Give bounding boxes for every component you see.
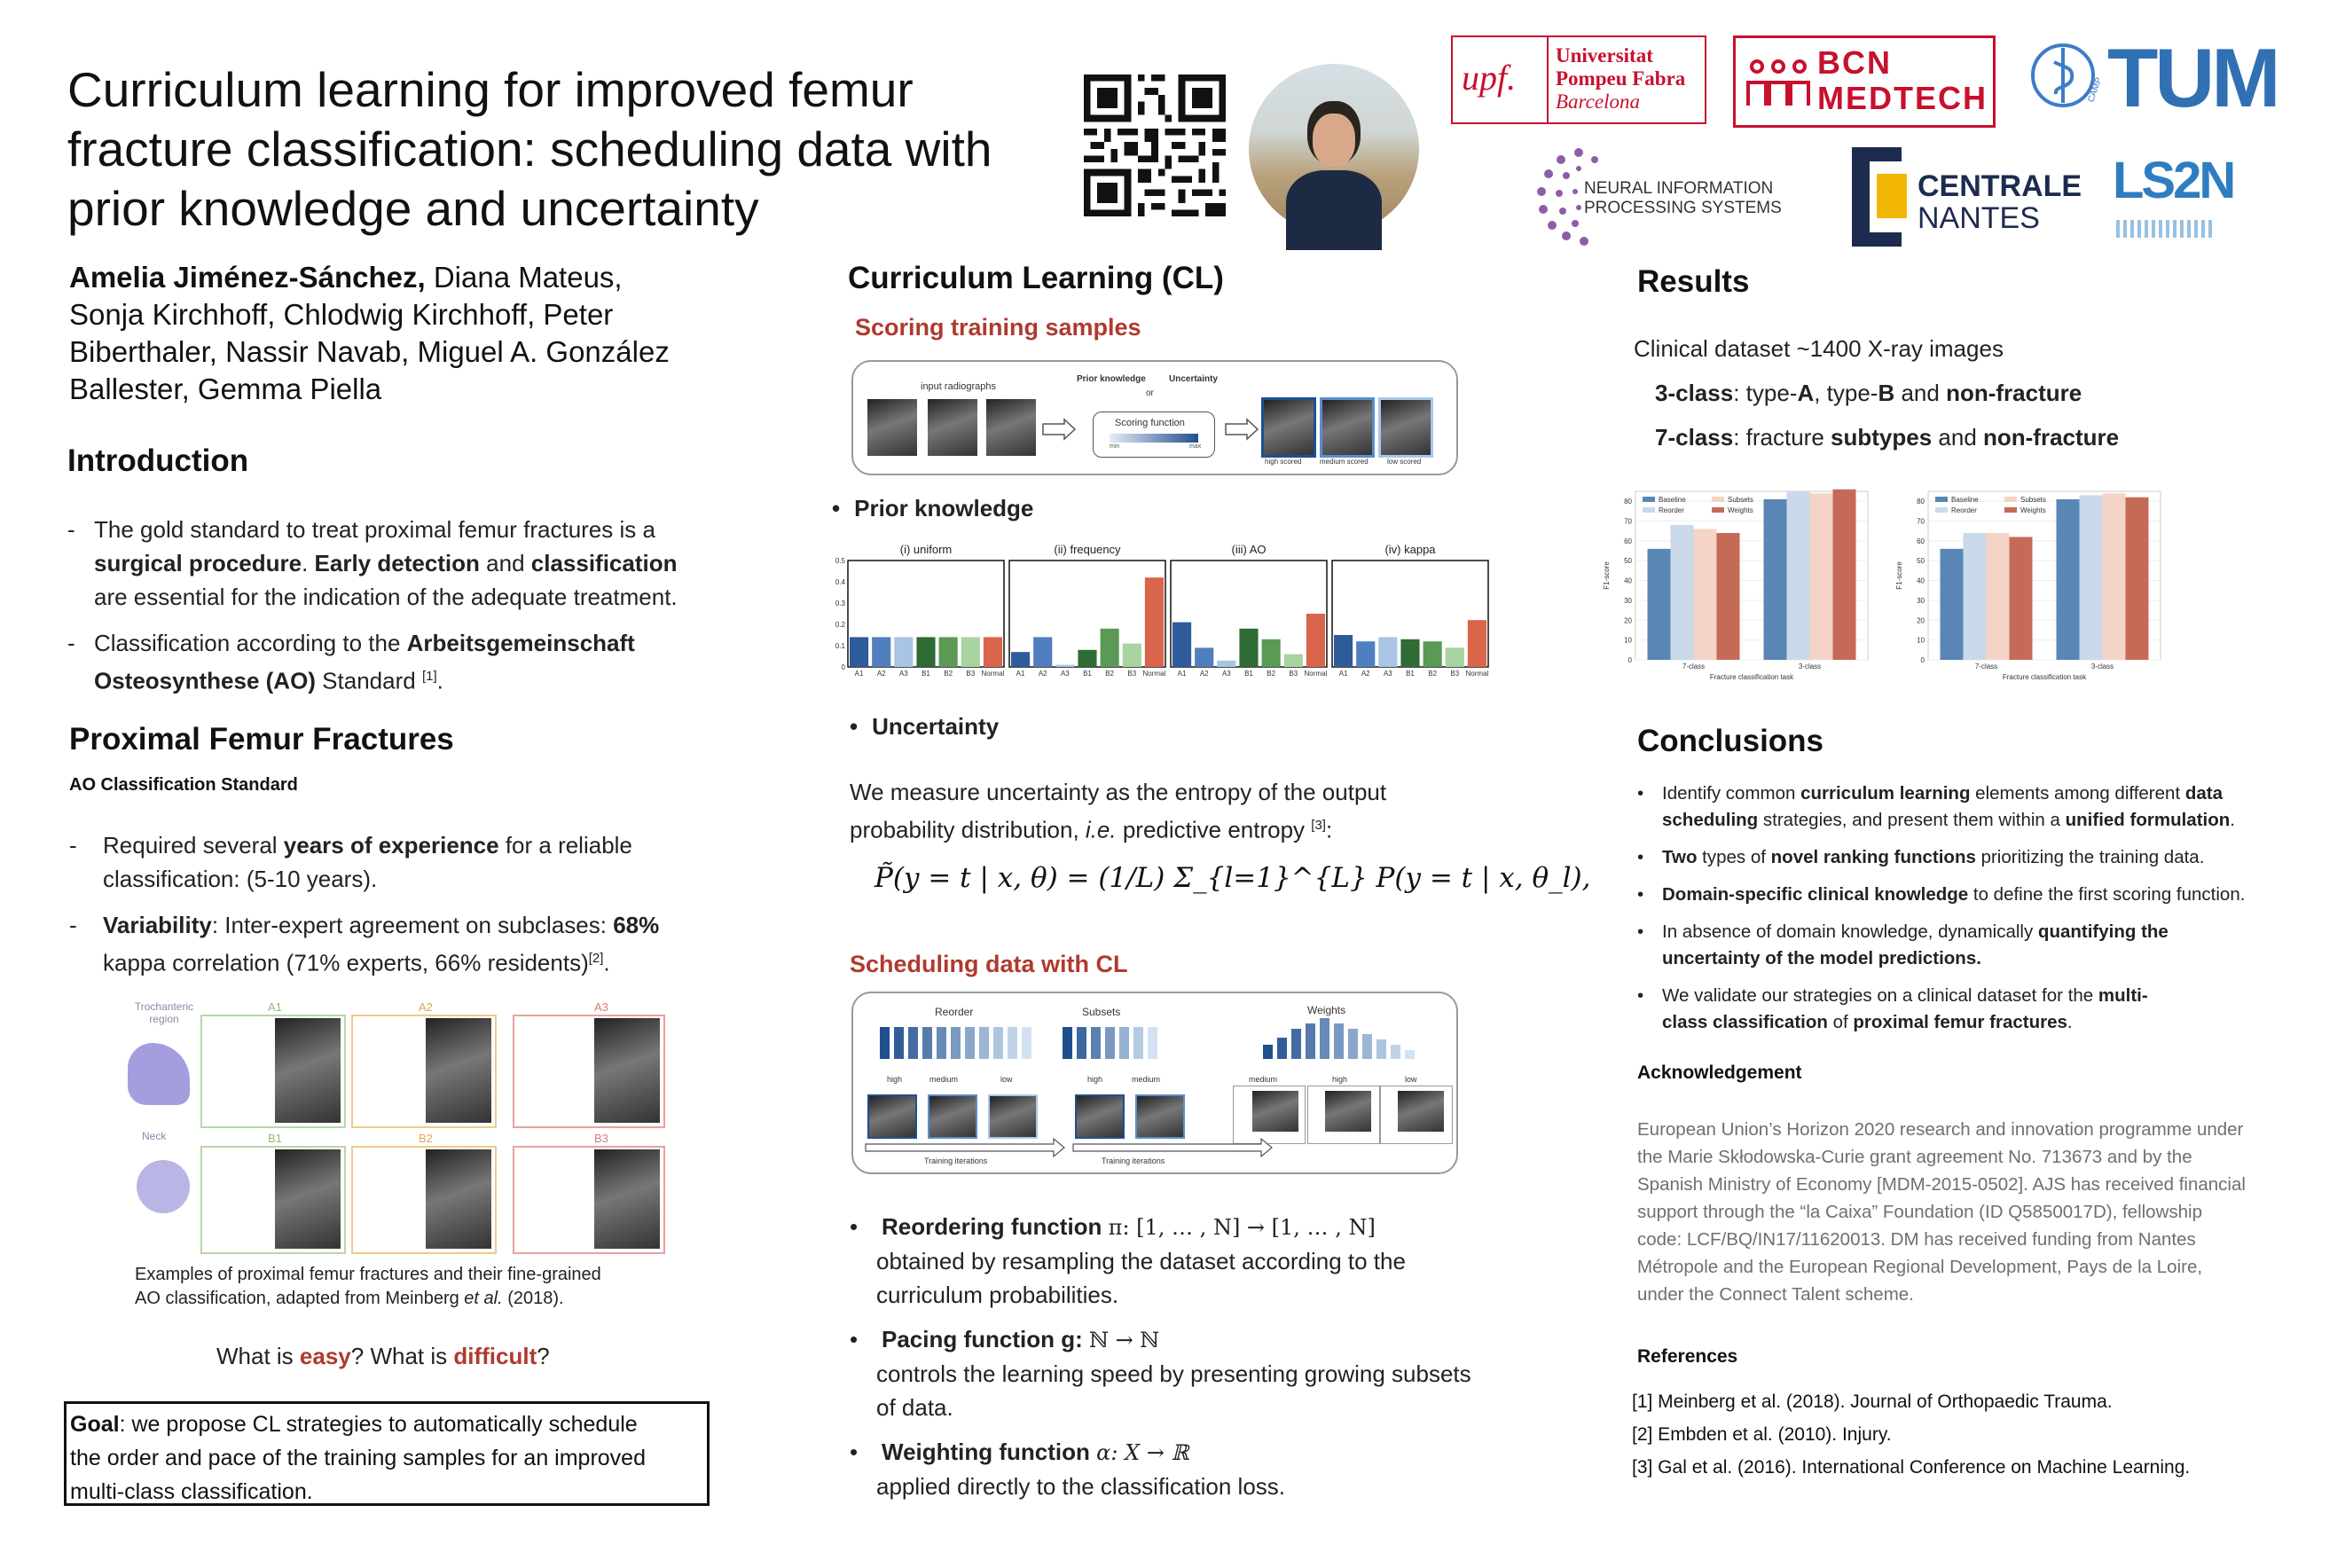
prior-bar <box>939 637 958 667</box>
results-y-tick: 70 <box>1917 517 1925 526</box>
author-list <box>69 259 670 408</box>
results-y-tick: 60 <box>1624 537 1632 545</box>
results-heading: Results <box>1637 264 1750 299</box>
reference-item: [3] Gal et al. (2016). International Conference on Machine Learning. <box>1632 1457 2191 1478</box>
prior-y-tick: 0.3 <box>835 600 845 608</box>
score-bar <box>1063 1027 1072 1059</box>
results-y-tick: 10 <box>1917 636 1925 645</box>
scheduling-diagram: Reorder Subsets Weights high medium low high medium medium high low Training iterations Training iterations <box>851 992 1458 1174</box>
fracture-panel-b1: B1 <box>200 1146 346 1254</box>
prior-x-tick: A2 <box>1199 670 1209 678</box>
prior-x-tick: A3 <box>1221 670 1231 678</box>
score-bar <box>937 1027 946 1059</box>
results-bar <box>2080 495 2103 660</box>
prior-x-tick: A3 <box>898 670 908 678</box>
results-y-tick: 80 <box>1624 498 1632 506</box>
neurips-text: PROCESSING SYSTEMS <box>1584 199 1782 217</box>
camp-text: CAMP <box>2086 76 2105 104</box>
title-line: fracture classification: scheduling data with <box>67 122 992 176</box>
ack-line: support through the “la Caixa” Foundation (ID Q5850017D), fellowship <box>1637 1202 2202 1222</box>
upf-name: Universitat <box>1556 44 1653 67</box>
fracture-panel-b2: B2 <box>351 1146 497 1254</box>
prior-bar <box>1262 639 1281 667</box>
results-legend-swatch <box>1935 497 1948 502</box>
results-line: 3-class: type-A, type-B and non-fracture <box>1655 380 2082 406</box>
results-y-tick: 40 <box>1624 576 1632 585</box>
prior-x-tick: Normal <box>1304 670 1328 678</box>
results-legend-swatch <box>2004 507 2017 513</box>
results-legend-label: Baseline <box>1659 496 1686 504</box>
prior-x-tick: B2 <box>944 670 953 678</box>
score-bar <box>1077 1027 1086 1059</box>
prior-chart-title: (i) uniform <box>899 543 953 556</box>
results-bar <box>2057 499 2080 660</box>
conclusions-heading: Conclusions <box>1637 724 1824 758</box>
prior-x-tick: B2 <box>1105 670 1115 678</box>
results-x-tick: 3-class <box>2090 662 2114 670</box>
prior-x-tick: B1 <box>1406 670 1415 678</box>
prior-chart-title: (ii) frequency <box>1054 543 1121 556</box>
ack-line: the Marie Skłodowska-Curie grant agreement No. 713673 and by the <box>1637 1147 2192 1167</box>
introduction-body <box>67 513 724 698</box>
results-bar <box>1833 490 1856 660</box>
prior-knowledge-charts <box>832 543 1489 685</box>
prior-bar <box>1284 655 1303 667</box>
prior-bar <box>1423 641 1442 667</box>
prior-chart-title: (iii) AO <box>1231 543 1267 556</box>
results-bar <box>1648 549 1671 660</box>
pff-heading: Proximal Femur Fractures <box>69 722 454 757</box>
results-y-tick: 10 <box>1624 636 1632 645</box>
results-y-tick: 0 <box>1920 656 1925 664</box>
arrow-icon <box>1224 419 1259 440</box>
results-x-label: Fracture classification task <box>1709 673 1794 681</box>
score-bar <box>1405 1050 1415 1059</box>
score-bar <box>951 1027 961 1059</box>
conclusions-list <box>1637 780 2294 1036</box>
results-bar <box>2010 537 2033 660</box>
score-bar <box>894 1027 904 1059</box>
score-bar <box>979 1027 989 1059</box>
score-bar <box>1119 1027 1129 1059</box>
ao-figure-caption <box>135 1263 601 1311</box>
results-y-tick: 20 <box>1624 616 1632 625</box>
scheduling-heading: Scheduling data with CL <box>850 951 1128 977</box>
prior-x-tick: A3 <box>1060 670 1070 678</box>
ack-line: Spanish Ministry of Economy [MDM-2015-0502]. AJS has received financial <box>1637 1174 2246 1195</box>
score-bar <box>922 1027 932 1059</box>
prior-x-tick: A2 <box>876 670 886 678</box>
author-names: Biberthaler, Nassir Navab, Miguel A. González <box>69 335 670 368</box>
weighting-bullet: • Weighting function α: X → ℝ applied directly to the classification loss. <box>850 1435 1524 1503</box>
ls2n-logo <box>2113 151 2234 243</box>
uncertainty-line: probability distribution, i.e. predictive entropy [3]: <box>850 816 1333 843</box>
prior-bar <box>1011 652 1030 667</box>
pff-body <box>69 828 725 980</box>
prior-bar <box>1306 614 1325 667</box>
prior-x-tick: B1 <box>1244 670 1253 678</box>
conclusion-item: • We validate our strategies on a clinical dataset for the multi- class classification of proximal femur fractures. <box>1637 983 2294 1036</box>
bcn-people-icon <box>1745 58 1812 107</box>
acknowledgement-text <box>1637 1116 2246 1308</box>
author-photo <box>1249 64 1419 234</box>
caption-line: Examples of proximal femur fractures and their fine-grained <box>135 1265 601 1284</box>
results-summary <box>1634 326 2119 459</box>
prior-bar <box>1356 641 1375 667</box>
prior-bar <box>872 637 890 667</box>
score-bar <box>1277 1038 1287 1059</box>
ack-line: under the Connect Talent scheme. <box>1637 1284 1914 1305</box>
results-legend-label: Subsets <box>2020 496 2046 504</box>
prior-x-tick: A2 <box>1038 670 1047 678</box>
pacing-bullet: • Pacing function g: ℕ → ℕ controls the learning speed by presenting growing subsets of data. <box>850 1322 1524 1424</box>
poster-title <box>67 60 992 239</box>
results-legend-swatch <box>1712 507 1724 513</box>
conclusion-item: • Two types of novel ranking functions prioritizing the training data. <box>1637 844 2294 871</box>
results-chart-left <box>1596 481 1889 690</box>
results-y-tick: 30 <box>1624 596 1632 605</box>
results-y-tick: 70 <box>1624 517 1632 526</box>
prior-y-tick: 0.4 <box>835 578 845 586</box>
prior-bar <box>1468 620 1486 667</box>
neck-diagram: Neck <box>115 1130 204 1236</box>
results-legend-swatch <box>2004 497 2017 502</box>
prior-bar <box>1145 577 1164 667</box>
prior-y-tick: 0.1 <box>835 642 845 650</box>
entropy-formula: P̃(y = t | x, θ) = (1/L) Σ_{l=1}^{L} P(y = t | x, θ_l), <box>874 862 1591 894</box>
results-y-tick: 0 <box>1627 656 1632 664</box>
conclusion-item: • Domain-specific clinical knowledge to define the first scoring function. <box>1637 882 2294 908</box>
upf-mark: upf. <box>1462 58 1517 98</box>
prior-x-tick: B2 <box>1428 670 1438 678</box>
results-bar <box>2126 498 2149 660</box>
caption-line: AO classification, adapted from Meinberg et al. (2018). <box>135 1289 564 1308</box>
results-line: 7-class: fracture subtypes and non-fracture <box>1655 424 2120 451</box>
score-bar <box>1008 1027 1017 1059</box>
bcn-text: BCN <box>1817 44 1892 81</box>
results-legend-label: Weights <box>1728 506 1753 514</box>
results-y-tick: 60 <box>1917 537 1925 545</box>
prior-bar <box>850 637 868 667</box>
results-y-tick: 20 <box>1917 616 1925 625</box>
centrale-nantes-logo <box>1852 147 2082 247</box>
results-x-label: Fracture classification task <box>2002 673 2087 681</box>
upf-name: Barcelona <box>1556 90 1640 113</box>
results-chart-right <box>1889 481 2182 690</box>
results-y-label: F1-score <box>1895 561 1903 590</box>
prior-bar <box>1123 644 1141 667</box>
intro-bullet: - The gold standard to treat proximal femur fractures is a surgical procedure. Early detection and classification are essential for the indication of the adequate treatment. <box>67 513 724 614</box>
trochanteric-diagram: Trochanteric region <box>115 1015 204 1112</box>
results-bar <box>1694 529 1717 660</box>
title-line: Curriculum learning for improved femur <box>67 62 914 117</box>
results-legend-swatch <box>1643 507 1655 513</box>
prior-x-tick: A1 <box>1338 670 1348 678</box>
ls2n-text: LS2N <box>2113 152 2234 209</box>
score-bar <box>1022 1027 1031 1059</box>
results-bar <box>1787 491 1810 660</box>
fracture-panel-a2: A2 <box>351 1015 497 1128</box>
goal-box: Goal: we propose CL strategies to automatically schedule the order and pace of the training samples for an improved multi-class classification. <box>64 1401 710 1506</box>
prior-bar <box>984 637 1002 667</box>
prior-bar <box>1033 637 1052 667</box>
prior-x-tick: Normal <box>1465 670 1489 678</box>
results-x-tick: 3-class <box>1798 662 1822 670</box>
results-bar <box>1987 533 2010 660</box>
cl-heading: Curriculum Learning (CL) <box>848 261 1224 295</box>
prior-x-tick: Normal <box>981 670 1005 678</box>
training-iterations-arrows <box>862 1135 1447 1171</box>
results-y-tick: 30 <box>1917 596 1925 605</box>
score-bar <box>1334 1023 1344 1059</box>
ack-line: Métropole and the European Regional Development, Pays de la Loire, <box>1637 1257 2203 1277</box>
results-y-tick: 50 <box>1917 557 1925 566</box>
bcn-text: MEDTECH <box>1817 80 1988 116</box>
results-legend-label: Subsets <box>1728 496 1753 504</box>
fracture-panel-a3: A3 <box>513 1015 665 1128</box>
prior-x-tick: B1 <box>1083 670 1092 678</box>
prior-bar <box>1101 629 1119 667</box>
prior-y-tick: 0.5 <box>835 557 845 565</box>
results-legend-label: Reorder <box>1951 506 1977 514</box>
results-y-tick: 40 <box>1917 576 1925 585</box>
references-list <box>1632 1385 2190 1484</box>
results-bar <box>2103 493 2126 660</box>
prior-x-tick: B3 <box>1450 670 1460 678</box>
qr-code[interactable] <box>1084 74 1226 216</box>
results-legend-swatch <box>1935 507 1948 513</box>
results-bar <box>1717 533 1740 660</box>
upf-name: Pompeu Fabra <box>1556 67 1686 90</box>
score-bar <box>1148 1027 1157 1059</box>
prior-x-tick: B3 <box>1289 670 1298 678</box>
centrale-text: CENTRALE <box>1918 169 2082 203</box>
neurips-logo <box>1534 142 1792 248</box>
results-bar <box>1764 499 1787 660</box>
score-bar <box>1133 1027 1143 1059</box>
prior-bar <box>1217 661 1235 667</box>
prior-bar <box>1378 637 1397 667</box>
prior-bar <box>1078 650 1096 667</box>
results-x-tick: 7-class <box>1682 662 1706 670</box>
score-bar <box>880 1027 890 1059</box>
results-legend-label: Reorder <box>1659 506 1684 514</box>
results-y-label: F1-score <box>1603 561 1611 590</box>
results-bar <box>1964 533 1987 660</box>
uncertainty-text <box>850 775 1506 847</box>
prior-x-tick: A3 <box>1383 670 1392 678</box>
reference-item: [1] Meinberg et al. (2018). Journal of Orthopaedic Trauma. <box>1632 1392 2113 1412</box>
results-legend-label: Weights <box>2020 506 2046 514</box>
uncertainty-label: • Uncertainty <box>850 713 1000 740</box>
results-bar <box>1941 549 1964 660</box>
results-x-tick: 7-class <box>1974 662 1998 670</box>
prior-x-tick: A1 <box>1177 670 1187 678</box>
ack-line: European Union’s Horizon 2020 research and innovation programme under <box>1637 1119 2244 1140</box>
prior-x-tick: Normal <box>1142 670 1166 678</box>
bcn-medtech-logo <box>1733 35 1996 128</box>
prior-bar <box>1055 665 1074 667</box>
title-line: prior knowledge and uncertainty <box>67 181 759 236</box>
score-bar <box>1306 1023 1315 1059</box>
results-y-tick: 80 <box>1917 498 1925 506</box>
score-bar <box>1091 1027 1101 1059</box>
score-bar <box>1391 1045 1400 1059</box>
references-heading: References <box>1637 1346 1738 1367</box>
prior-bar <box>1172 623 1191 667</box>
fracture-panel-b3: B3 <box>513 1146 665 1254</box>
pff-bullet: - Required several years of experience for a reliable classification: (5-10 years). <box>69 828 725 896</box>
prior-x-tick: B3 <box>1127 670 1137 678</box>
pff-bullet: - Variability: Inter-expert agreement on subclases: 68% kappa correlation (71% experts, 66% residents)[2]. <box>69 908 725 980</box>
score-bar <box>1362 1034 1372 1059</box>
tum-logo: TUM <box>2107 31 2278 124</box>
score-bar <box>1376 1039 1386 1059</box>
prior-bar <box>1334 635 1353 667</box>
prior-x-tick: A2 <box>1361 670 1370 678</box>
camp-logo <box>2027 35 2105 115</box>
scoring-diagram: input radiographs Prior knowledge or Uncertainty Scoring function min max high scored medium scored low scored <box>851 360 1458 475</box>
results-bar <box>1671 525 1694 660</box>
fracture-panel-a1: A1 <box>200 1015 346 1128</box>
scoring-function-box: Scoring function min max <box>1093 412 1215 458</box>
scheduling-functions <box>850 1210 1524 1503</box>
goal-line: the order and pace of the training samples for an improved <box>70 1446 646 1470</box>
prior-bar <box>1446 647 1464 667</box>
reordering-bullet: • Reordering function π: [1, … , N] → [1, … , N] obtained by resampling the dataset according to the curriculum probabilities. <box>850 1210 1524 1312</box>
score-bar <box>965 1027 975 1059</box>
author-names: Diana Mateus, <box>425 261 623 294</box>
prior-bar <box>894 637 913 667</box>
prior-y-tick: 0 <box>841 663 845 671</box>
scoring-heading: Scoring training samples <box>855 314 1141 341</box>
prior-knowledge-label: • Prior knowledge <box>832 495 1034 521</box>
goal-line: multi-class classification. <box>70 1479 313 1504</box>
results-legend-label: Baseline <box>1951 496 1979 504</box>
conclusion-item: • In absence of domain knowledge, dynamically quantifying the uncertainty of the model predictions. <box>1637 919 2294 972</box>
score-bar <box>993 1027 1003 1059</box>
conclusion-item: • Identify common curriculum learning elements among different data scheduling strategies, and present them within a unified formulation. <box>1637 780 2294 834</box>
centrale-text: NANTES <box>1918 201 2040 235</box>
prior-bar <box>1195 647 1213 667</box>
easy-difficult-question: What is easy? What is difficult? <box>216 1343 550 1369</box>
prior-x-tick: B3 <box>966 670 976 678</box>
author-names: Sonja Kirchhoff, Chlodwig Kirchhoff, Peter <box>69 298 614 331</box>
upf-logo <box>1451 35 1706 124</box>
first-author: Amelia Jiménez-Sánchez, <box>69 261 426 294</box>
score-bar <box>1320 1018 1329 1059</box>
score-bar <box>1105 1027 1115 1059</box>
prior-x-tick: A1 <box>854 670 864 678</box>
author-names: Ballester, Gemma Piella <box>69 372 382 405</box>
ao-classification-figure <box>112 997 667 1254</box>
score-bar <box>908 1027 918 1059</box>
prior-bar <box>961 637 980 667</box>
neurips-text: NEURAL INFORMATION <box>1584 179 1774 198</box>
results-legend-swatch <box>1712 497 1724 502</box>
prior-chart-title: (iv) kappa <box>1384 543 1436 556</box>
uncertainty-line: We measure uncertainty as the entropy of the output <box>850 779 1387 805</box>
prior-bar <box>916 637 935 667</box>
results-line: Clinical dataset ~1400 X-ray images <box>1634 335 2004 362</box>
prior-x-tick: B2 <box>1267 670 1276 678</box>
acknowledgement-heading: Acknowledgement <box>1637 1062 1802 1083</box>
prior-bar <box>1400 639 1419 667</box>
score-bar <box>1263 1045 1273 1059</box>
pff-subheading: AO Classification Standard <box>69 775 298 795</box>
arrow-icon <box>1041 419 1077 440</box>
results-bar <box>1810 493 1833 660</box>
intro-bullet: - Classification according to the Arbeitsgemeinschaft Osteosynthese (AO) Standard [1]. <box>67 626 724 698</box>
prior-bar <box>1239 629 1258 667</box>
prior-y-tick: 0.2 <box>835 621 845 629</box>
results-y-tick: 50 <box>1624 557 1632 566</box>
introduction-heading: Introduction <box>67 443 249 478</box>
ack-line: code: LCF/BQ/IN17/11620013. DM has received funding from Nantes <box>1637 1229 2196 1250</box>
score-bar <box>1291 1029 1301 1059</box>
prior-x-tick: B1 <box>922 670 930 678</box>
reference-item: [2] Embden et al. (2010). Injury. <box>1632 1424 1892 1445</box>
results-legend-swatch <box>1643 497 1655 502</box>
score-bar <box>1348 1029 1358 1059</box>
prior-x-tick: A1 <box>1016 670 1025 678</box>
